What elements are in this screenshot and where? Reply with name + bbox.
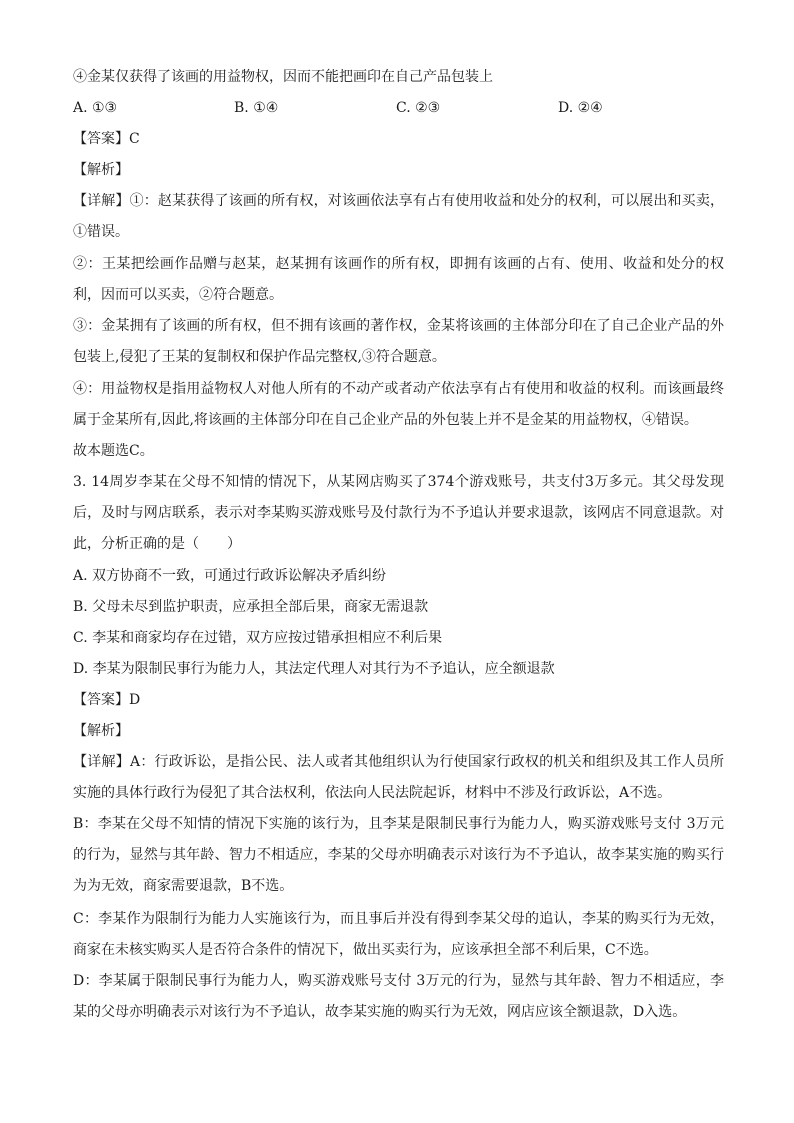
q2-options xyxy=(73,93,733,124)
q3-answer: 【答案】D xyxy=(73,692,141,708)
q3-option-a: A. 双方协商不一致，可通过行政诉讼解决矛盾纠纷 xyxy=(73,568,387,584)
q2-option-b: B. ①④ xyxy=(234,100,279,116)
q2-conclusion: 故本题选C。 xyxy=(73,443,154,459)
q2-detail-2: ②：王某把绘画作品赠与赵某，赵某拥有该画作的所有权，即拥有该画的占有、使用、收益和处分的权利，因而可以买卖，②符合题意。 xyxy=(73,256,724,303)
q2-detail-1: 【详解】①：赵某获得了该画的所有权，对该画依法享有占有使用收益和处分的权利，可以展出和买卖，①错误。 xyxy=(73,193,724,240)
q3-option-b: B. 父母未尽到监护职责，应承担全部后果，商家无需退款 xyxy=(73,599,429,615)
q2-option-c: C. ②③ xyxy=(396,100,441,116)
q3-stem: 3. 14周岁李某在父母不知情的情况下，从某网店购买了374个游戏账号，共支付3万多元。其父母发现后，及时与网店联系，表示对李某购买游戏账号及付款行为不予追认并要求退款，该网店不同意退款。对此，分析正确的是（ ） xyxy=(73,474,724,552)
q2-answer: 【答案】C xyxy=(73,131,140,147)
q3-analysis-label: 【解析】 xyxy=(73,723,129,739)
q3-detail-b: B：李某在父母不知情的情况下实施的该行为，且李某是限制民事行为能力人，购买游戏账号支付 3万元的行为，显然与其年龄、智力不相适应，李某的父母亦明确表示对该行为不予追认，故李某实施的购买行为为无效，商家需要退款，B不选。 xyxy=(73,816,724,894)
q2-detail-4: ④：用益物权是指用益物权人对他人所有的不动产或者动产依法享有占有使用和收益的权利。而该画最终属于金某所有,因此,将该画的主体部分印在自己企业产品的外包装上并不是金某的用益物权，④错误。 xyxy=(73,381,724,428)
q3-detail-a: 【详解】A：行政诉讼，是指公民、法人或者其他组织认为行使国家行政权的机关和组织及其工作人员所实施的具体行政行为侵犯了其合法权利，依法向人民法院起诉，材料中不涉及行政诉讼，A不选。 xyxy=(73,754,724,801)
q2-option-a: A. ①③ xyxy=(73,100,118,116)
q3-detail-d: D：李某属于限制民事行为能力人，购买游戏账号支付 3万元的行为，显然与其年龄、智力不相适应，李某的父母亦明确表示对该行为不予追认，故李某实施的购买行为无效，网店应该全额退款，D入选。 xyxy=(73,973,724,1020)
q2-analysis-label: 【解析】 xyxy=(73,162,129,178)
q3-option-c: C. 李某和商家均存在过错，双方应按过错承担相应不利后果 xyxy=(73,630,443,646)
q2-detail-3: ③：金某拥有了该画的所有权，但不拥有该画的著作权，金某将该画的主体部分印在了自己企业产品的外包装上,侵犯了王某的复制权和保护作品完整权,③符合题意。 xyxy=(73,318,724,365)
q3-detail-c: C：李某作为限制行为能力人实施该行为，而且事后并没有得到李某父母的追认，李某的购买行为无效，商家在未核实购买人是否符合条件的情况下，做出买卖行为，应该承担全部不利后果，C不选。 xyxy=(73,911,724,958)
q2-option-d: D. ②④ xyxy=(558,100,603,116)
q2-statement-4: ④金某仅获得了该画的用益物权，因而不能把画印在自己产品包装上 xyxy=(73,69,493,85)
q3-option-d: D. 李某为限制民事行为能力人，其法定代理人对其行为不予追认，应全额退款 xyxy=(73,661,555,677)
